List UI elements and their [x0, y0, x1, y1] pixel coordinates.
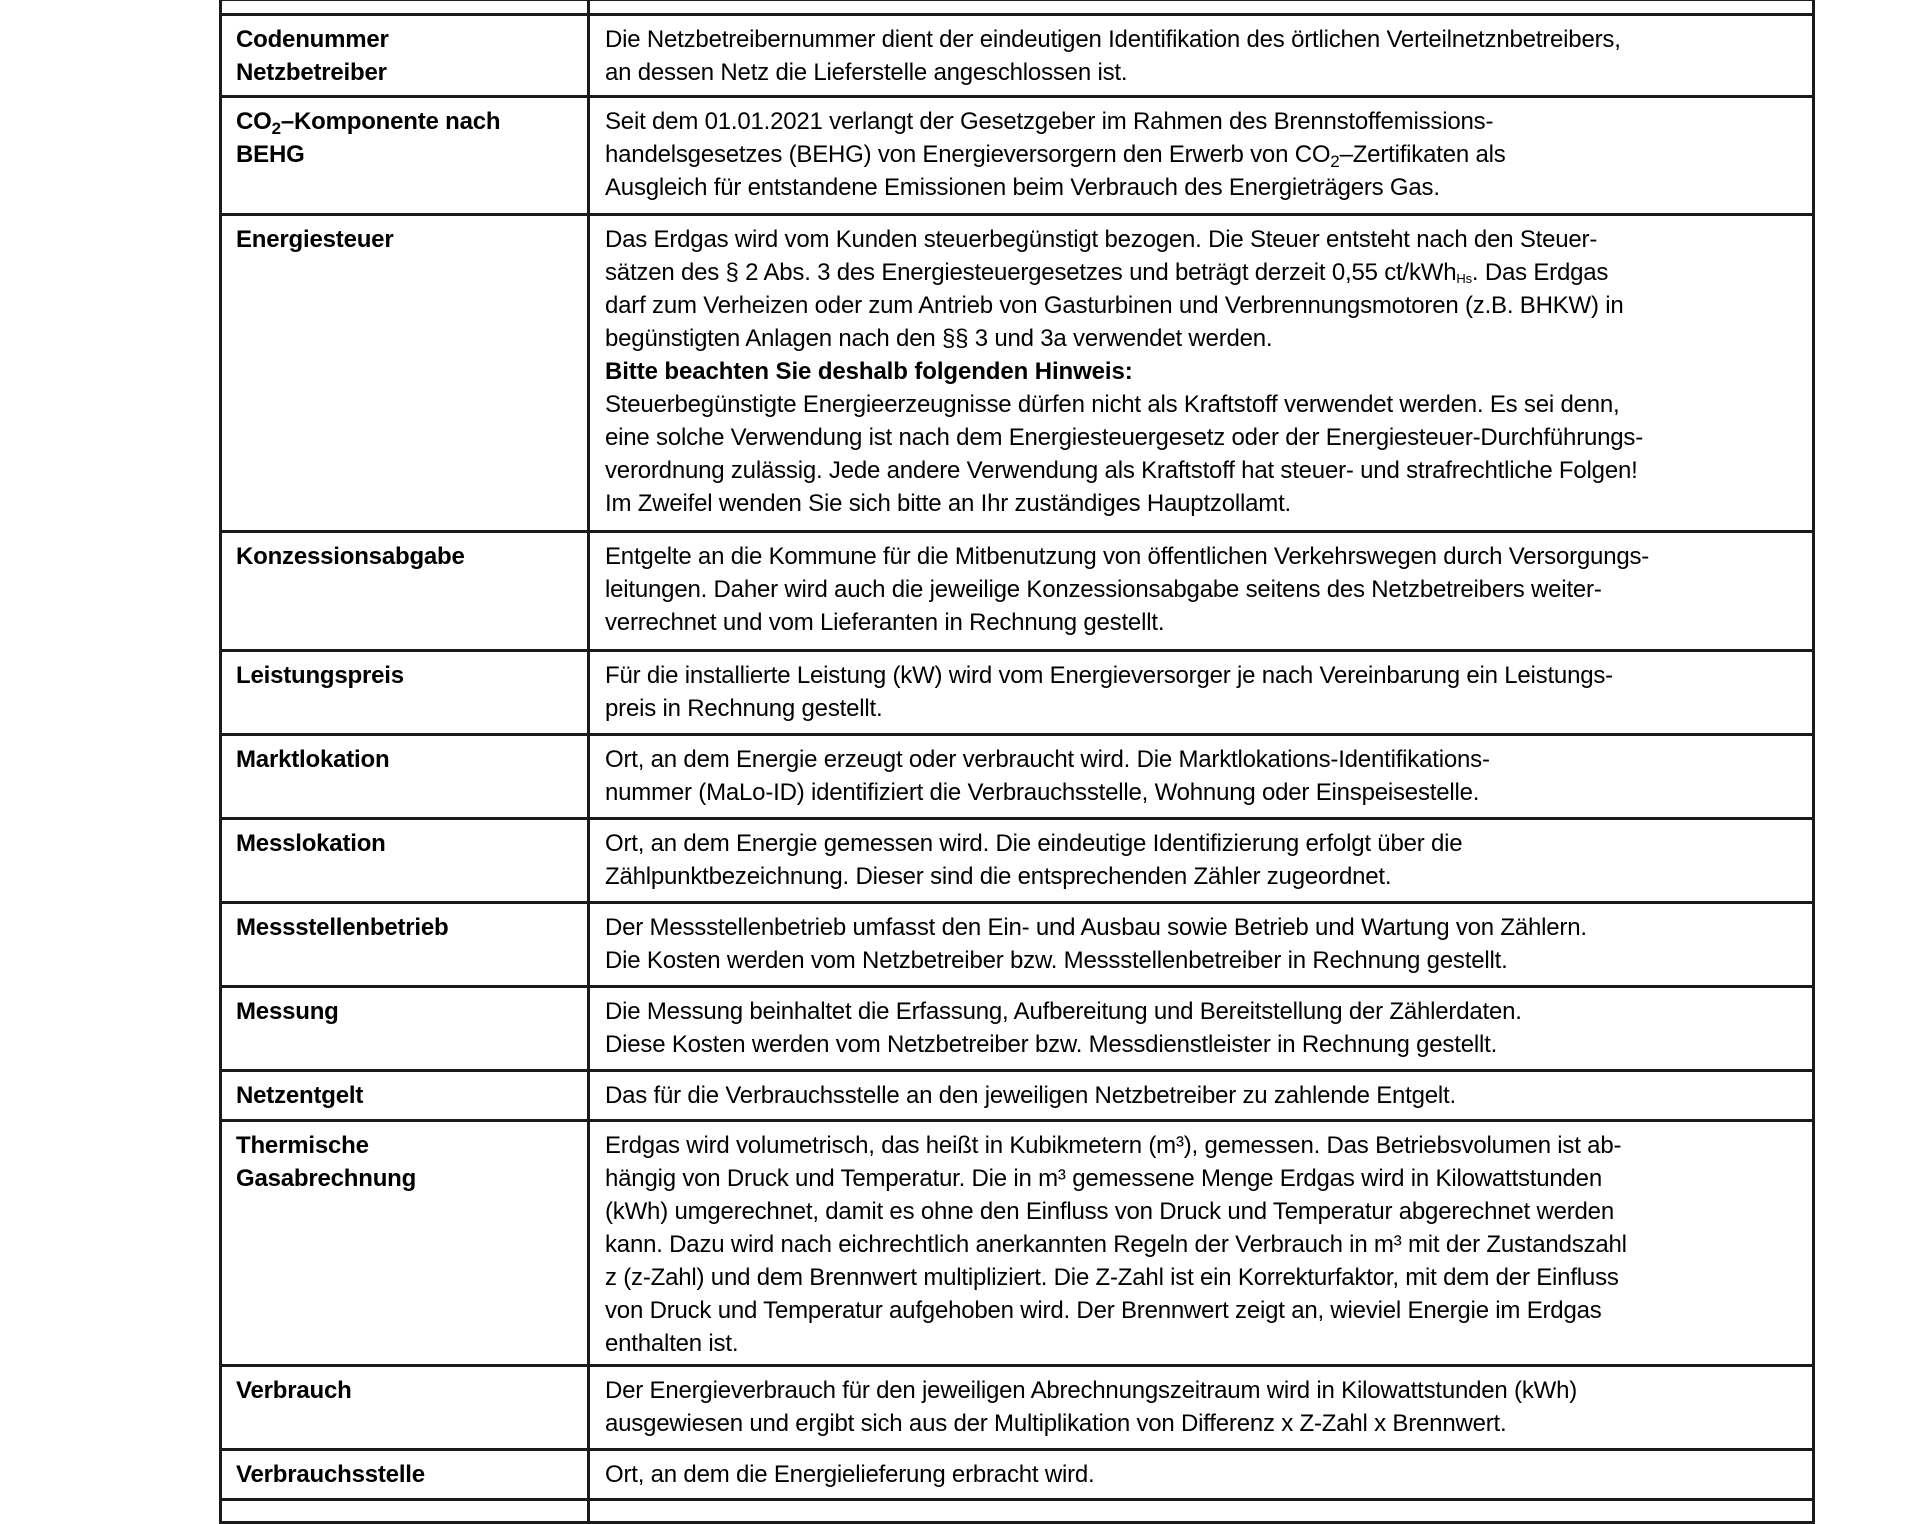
term-text: –Komponente nach	[280, 108, 501, 135]
definition-cell	[589, 987, 1814, 1071]
notice-line: Steuerbegünstigte Energieerzeugnisse dürfen nicht als Kraftstoff verwendet werden. Es sei denn,	[605, 391, 1620, 418]
term-line: Netzentgelt	[236, 1082, 364, 1109]
table-row	[221, 15, 1814, 97]
definition-line: z (z-Zahl) und dem Brennwert multipliziert. Die Z-Zahl ist ein Korrekturfaktor, mit dem der Einfluss	[605, 1264, 1619, 1291]
definition-line: Die Messung beinhaltet die Erfassung, Aufbereitung und Bereitstellung der Zählerdaten.	[605, 998, 1522, 1025]
definition-cell	[589, 1450, 1814, 1500]
term-cell	[221, 1500, 589, 1523]
term-cell	[221, 532, 589, 651]
definition-line: darf zum Verheizen oder zum Antrieb von Gasturbinen und Verbrennungsmotoren (z.B. BHKW) in	[605, 292, 1624, 319]
definition-line: begünstigten Anlagen nach den §§ 3 und 3a verwendet werden.	[605, 325, 1273, 352]
term-cell	[221, 651, 589, 735]
term-cell	[221, 15, 589, 97]
definition-line: kann. Dazu wird nach eichrechtlich anerkannten Regeln der Verbrauch in m³ mit der Zustandszahl	[605, 1231, 1627, 1258]
definition-line: von Druck und Temperatur aufgehoben wird. Der Brennwert zeigt an, wieviel Energie im Erdgas	[605, 1297, 1602, 1324]
term-cell	[221, 819, 589, 903]
definition-line: Der Messstellenbetrieb umfasst den Ein- und Ausbau sowie Betrieb und Wartung von Zählern.	[605, 914, 1587, 941]
term-text: CO	[236, 108, 272, 135]
term-cell	[221, 903, 589, 987]
definition-line: Entgelte an die Kommune für die Mitbenutzung von öffentlichen Verkehrswegen durch Versorgungs-	[605, 543, 1650, 570]
definition-text: . Das Erdgas	[1471, 259, 1609, 286]
definition-cell	[589, 0, 1814, 15]
term-line: Gasabrechnung	[236, 1165, 417, 1192]
definition-line: preis in Rechnung gestellt.	[605, 695, 883, 722]
term-line	[236, 105, 581, 138]
notice-heading: Bitte beachten Sie deshalb folgenden Hinweis:	[605, 358, 1133, 385]
subscript: 2	[271, 119, 281, 138]
term-cell	[221, 0, 589, 15]
definition-text: handelsgesetzes (BEHG) von Energieversorgern den Erwerb von CO	[605, 141, 1331, 168]
table-row	[221, 1121, 1814, 1366]
term-line: Messstellenbetrieb	[236, 914, 449, 941]
definition-cell	[589, 1071, 1814, 1121]
term-cell	[221, 1450, 589, 1500]
definition-cell	[589, 1366, 1814, 1450]
definition-line: verrechnet und vom Lieferanten in Rechnung gestellt.	[605, 609, 1165, 636]
table-row	[221, 735, 1814, 819]
notice-line: Im Zweifel wenden Sie sich bitte an Ihr zuständiges Hauptzollamt.	[605, 490, 1292, 517]
definition-cell	[589, 651, 1814, 735]
term-line: Marktlokation	[236, 746, 390, 773]
definition-text: –Zertifikaten als	[1339, 141, 1506, 168]
term-cell	[221, 1121, 589, 1366]
definition-cell	[589, 97, 1814, 215]
definition-line: Das für die Verbrauchsstelle an den jeweiligen Netzbetreiber zu zahlende Entgelt.	[605, 1082, 1456, 1109]
definition-line: Ort, an dem Energie erzeugt oder verbraucht wird. Die Marktlokations-Identifikations-	[605, 746, 1490, 773]
term-line: Messung	[236, 998, 339, 1025]
definition-cell	[589, 735, 1814, 819]
table-row	[221, 1366, 1814, 1450]
term-cell	[221, 1366, 589, 1450]
term-line: Leistungspreis	[236, 662, 404, 689]
term-line: BEHG	[236, 141, 305, 168]
table-row	[221, 651, 1814, 735]
term-cell	[221, 215, 589, 532]
definition-cell	[589, 1500, 1814, 1523]
notice-line: verordnung zulässig. Jede andere Verwendung als Kraftstoff hat steuer- und strafrechtliche Folgen!	[605, 457, 1638, 484]
definition-line: enthalten ist.	[605, 1330, 739, 1357]
term-cell	[221, 1071, 589, 1121]
definition-line: Diese Kosten werden vom Netzbetreiber bzw. Messdienstleister in Rechnung gestellt.	[605, 1031, 1498, 1058]
table-row	[221, 819, 1814, 903]
term-line: Verbrauchsstelle	[236, 1461, 425, 1488]
definition-cell	[589, 1121, 1814, 1366]
glossary-table	[219, 0, 1815, 1524]
term-line: Netzbetreiber	[236, 59, 387, 86]
definition-line: ausgewiesen und ergibt sich aus der Multiplikation von Differenz x Z-Zahl x Brennwert.	[605, 1410, 1507, 1437]
definition-line	[605, 256, 1806, 289]
definition-line: Ort, an dem Energie gemessen wird. Die eindeutige Identifizierung erfolgt über die	[605, 830, 1463, 857]
term-line: Konzessionsabgabe	[236, 543, 465, 570]
subscript: 2	[1330, 152, 1340, 171]
definition-line: Ausgleich für entstandene Emissionen beim Verbrauch des Energieträgers Gas.	[605, 174, 1440, 201]
definition-line: Das Erdgas wird vom Kunden steuerbegünstigt bezogen. Die Steuer entsteht nach den Steuer-	[605, 226, 1598, 253]
term-line: Energiesteuer	[236, 226, 394, 253]
definition-line	[605, 138, 1806, 171]
table-row	[221, 987, 1814, 1071]
term-line: Verbrauch	[236, 1377, 352, 1404]
term-cell	[221, 97, 589, 215]
table-row	[221, 215, 1814, 532]
term-line: Messlokation	[236, 830, 386, 857]
table-row	[221, 532, 1814, 651]
term-line: Thermische	[236, 1132, 369, 1159]
table-row-partial-top	[221, 0, 1814, 15]
definition-line: Erdgas wird volumetrisch, das heißt in Kubikmetern (m³), gemessen. Das Betriebsvolumen ist ab-	[605, 1132, 1622, 1159]
definition-cell	[589, 215, 1814, 532]
definition-cell	[589, 532, 1814, 651]
definition-line: Zählpunktbezeichnung. Dieser sind die entsprechenden Zähler zugeordnet.	[605, 863, 1392, 890]
term-cell	[221, 735, 589, 819]
definition-line: an dessen Netz die Lieferstelle angeschlossen ist.	[605, 59, 1128, 86]
subscript: Hs	[1456, 271, 1472, 286]
term-cell	[221, 987, 589, 1071]
definition-text: sätzen des § 2 Abs. 3 des Energiesteuergesetzes und beträgt derzeit 0,55 ct/kWh	[605, 259, 1457, 286]
definition-line: Ort, an dem die Energielieferung erbracht wird.	[605, 1461, 1095, 1488]
definition-line: (kWh) umgerechnet, damit es ohne den Einfluss von Druck und Temperatur abgerechnet werden	[605, 1198, 1614, 1225]
definition-line: Der Energieverbrauch für den jeweiligen Abrechnungszeitraum wird in Kilowattstunden (kWh)	[605, 1377, 1578, 1404]
definition-line: Die Kosten werden vom Netzbetreiber bzw. Messstellenbetreiber in Rechnung gestellt.	[605, 947, 1508, 974]
table-row	[221, 1450, 1814, 1500]
definition-cell	[589, 819, 1814, 903]
table-row	[221, 1071, 1814, 1121]
table-row	[221, 97, 1814, 215]
term-line: Codenummer	[236, 26, 389, 53]
definition-line: hängig von Druck und Temperatur. Die in m³ gemessene Menge Erdgas wird in Kilowattstunden	[605, 1165, 1602, 1192]
table-row-partial-bottom	[221, 1500, 1814, 1523]
definition-line: Die Netzbetreibernummer dient der eindeutigen Identifikation des örtlichen Verteilnetznbetreibers,	[605, 26, 1621, 53]
table-row	[221, 903, 1814, 987]
definition-line: Für die installierte Leistung (kW) wird vom Energieversorger je nach Vereinbarung ein Leistungs-	[605, 662, 1613, 689]
definition-line: nummer (MaLo-ID) identifiziert die Verbrauchsstelle, Wohnung oder Einspeisestelle.	[605, 779, 1480, 806]
definition-cell	[589, 15, 1814, 97]
definition-cell	[589, 903, 1814, 987]
definition-line: leitungen. Daher wird auch die jeweilige Konzessionsabgabe seitens des Netzbetreibers weiter-	[605, 576, 1602, 603]
notice-line: eine solche Verwendung ist nach dem Energiesteuergesetz oder der Energiesteuer-Durchführungs-	[605, 424, 1644, 451]
definition-line: Seit dem 01.01.2021 verlangt der Gesetzgeber im Rahmen des Brennstoffemissions-	[605, 108, 1494, 135]
